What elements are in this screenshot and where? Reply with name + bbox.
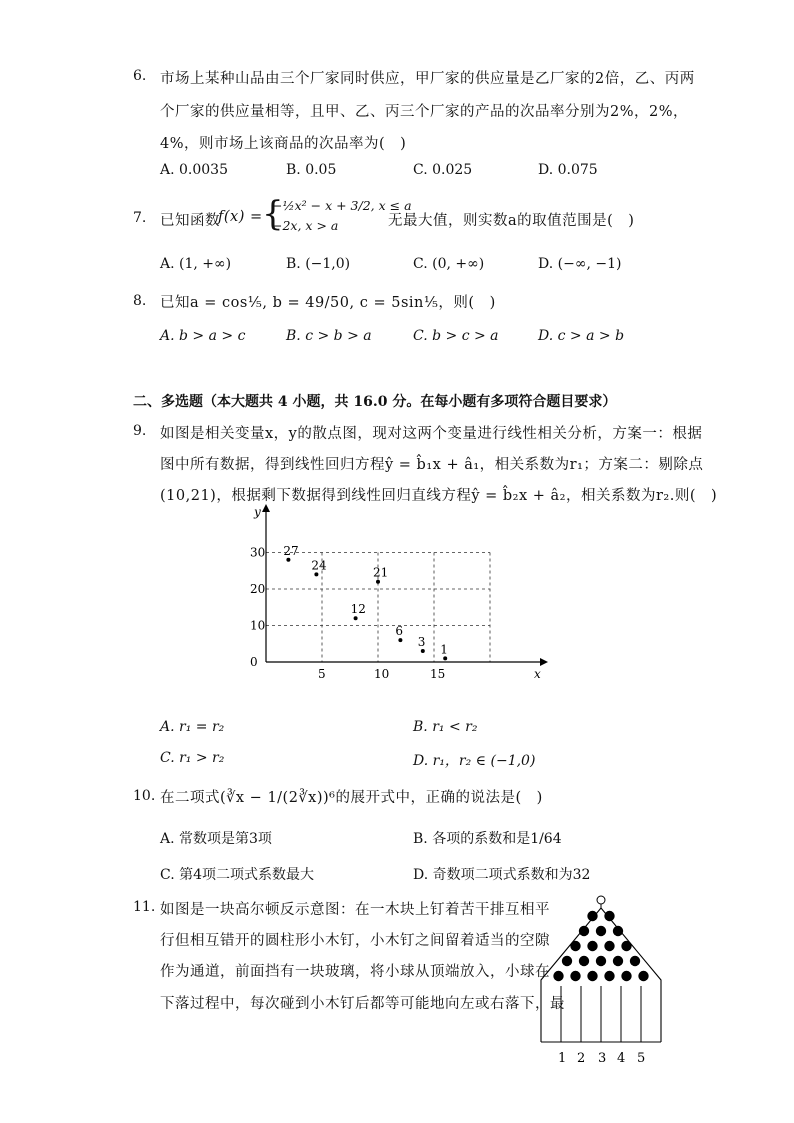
scatter-point	[398, 638, 402, 642]
q7-option-d[interactable]: D. (−∞, −1)	[538, 256, 622, 272]
q6-option-a[interactable]: A. 0.0035	[160, 162, 228, 178]
q11-number: 11.	[133, 899, 156, 915]
point-label: 3	[417, 635, 426, 650]
q10-number: 10.	[133, 788, 156, 804]
y-tick-label: 0	[250, 655, 258, 669]
slot-label: 3	[598, 1051, 607, 1066]
q8-option-a[interactable]: A. b > a > c	[160, 328, 246, 344]
point-label: 27	[283, 543, 299, 558]
x-tick-label: 15	[430, 667, 446, 681]
q11-line-2: 行但相互错开的圆柱形小木钉，小木钉之间留着适当的空隙	[160, 933, 550, 949]
q6-line-1: 市场上某种山品由三个厂家同时供应，甲厂家的供应量是乙厂家的2倍，乙、丙两	[160, 71, 695, 87]
q11-line-3: 作为通道，前面挡有一块玻璃，将小球从顶端放入，小球在	[160, 964, 550, 980]
q7-suffix: 无最大值，则实数a的取值范围是( )	[388, 213, 635, 229]
q9-option-d[interactable]: D. r₁，r₂ ∈ (−1,0)	[413, 753, 536, 769]
scatter-point	[286, 558, 290, 562]
peg-icon	[621, 971, 631, 981]
scatter-plot	[240, 500, 560, 690]
q8-option-b[interactable]: B. c > b > a	[286, 328, 372, 344]
peg-icon	[587, 911, 597, 921]
q9-option-c[interactable]: C. r₁ > r₂	[160, 750, 225, 766]
q6-option-c[interactable]: C. 0.025	[413, 162, 473, 178]
point-label: 1	[440, 642, 448, 657]
q8-option-d[interactable]: D. c > a > b	[538, 328, 625, 344]
q9-line-2: 图中所有数据，得到线性回归方程ŷ = b̂₁x + â₁，相关系数为r₁；方案二：剔除点	[160, 457, 704, 473]
x-axis-label: x	[534, 667, 541, 681]
peg-icon	[570, 971, 580, 981]
scatter-point	[421, 649, 425, 653]
peg-icon	[596, 926, 606, 936]
slot-label: 4	[617, 1051, 626, 1066]
ball-entry-icon	[597, 896, 605, 904]
q7-option-a[interactable]: A. (1, +∞)	[160, 256, 232, 272]
scatter-point	[443, 656, 447, 660]
y-axis-label: y	[254, 505, 261, 519]
q6-number: 6.	[133, 68, 147, 84]
y-axis-arrow	[262, 504, 270, 512]
y-tick-label: 10	[250, 618, 266, 633]
point-label: 21	[373, 565, 389, 580]
q10-option-c[interactable]: C. 第4项二项式系数最大	[160, 867, 315, 883]
q9-line-1: 如图是相关变量x，y的散点图，现对这两个变量进行线性相关分析，方案一：根据	[160, 426, 703, 442]
y-tick-label: 30	[250, 545, 266, 560]
q7-brace: {	[262, 194, 284, 234]
q9-line-3: (10,21)，根据剩下数据得到线性回归直线方程ŷ = b̂₂x + â₂，相关系数为r₂.则( )	[160, 488, 718, 504]
slot-label: 1	[558, 1051, 567, 1066]
peg-rows	[553, 911, 648, 981]
peg-icon	[587, 941, 597, 951]
q7-number: 7.	[133, 210, 147, 226]
q10-option-b[interactable]: B. 各项的系数和是1/64	[413, 831, 562, 847]
q10-text: 在二项式(∛x − 1/(2∛x))⁶的展开式中，正确的说法是( )	[160, 790, 543, 806]
peg-icon	[613, 926, 623, 936]
peg-icon	[562, 956, 572, 966]
q9-option-b[interactable]: B. r₁ < r₂	[413, 719, 478, 735]
y-tick-label: 20	[250, 582, 266, 596]
x-tick-label: 10	[374, 667, 390, 681]
q6-option-b[interactable]: B. 0.05	[286, 162, 337, 178]
q7-function-name: f(x) =	[218, 209, 263, 225]
x-axis-arrow	[540, 658, 548, 666]
q10-option-a[interactable]: A. 常数项是第3项	[160, 831, 272, 847]
peg-icon	[553, 971, 563, 981]
point-label: 12	[350, 602, 366, 617]
peg-icon	[570, 941, 580, 951]
q8-option-c[interactable]: C. b > c > a	[413, 328, 499, 344]
q9-number: 9.	[133, 423, 147, 439]
peg-icon	[596, 956, 606, 966]
slot-dividers	[561, 986, 641, 1042]
scatter-point	[354, 616, 358, 620]
point-label: 6	[395, 624, 404, 639]
scatter-point	[376, 580, 380, 584]
point-label: 24	[311, 558, 327, 573]
peg-icon	[638, 971, 648, 981]
slot-labels	[558, 1051, 645, 1066]
slot-label: 2	[577, 1051, 586, 1066]
peg-icon	[587, 971, 597, 981]
peg-icon	[579, 926, 589, 936]
q7-case-1: −½x² − x + 3/2, x ≤ a	[272, 198, 412, 213]
q7-prefix: 已知函数	[160, 213, 220, 229]
slot-label: 5	[637, 1051, 646, 1066]
peg-icon	[604, 971, 614, 981]
peg-icon	[621, 941, 631, 951]
q8-number: 8.	[133, 293, 147, 309]
peg-icon	[630, 956, 640, 966]
q6-option-d[interactable]: D. 0.075	[538, 162, 598, 178]
section-2-heading: 二、多选题（本大题共 4 小题，共 16.0 分。在每小题有多项符合题目要求）	[133, 394, 617, 410]
q8-text: 已知a = cos⅕, b = 49/50, c = 5sin⅕，则( )	[160, 295, 496, 311]
peg-icon	[604, 941, 614, 951]
q6-line-2: 个厂家的供应量相等，且甲、乙、丙三个厂家的产品的次品率分别为2%，2%，	[160, 104, 689, 120]
q6-line-3: 4%，则市场上该商品的次品率为( )	[160, 136, 407, 152]
peg-icon	[613, 956, 623, 966]
q11-line-1: 如图是一块高尔顿反示意图：在一木块上钉着苦干排互相平	[160, 902, 550, 918]
q7-case-2: −2x, x > a	[272, 218, 339, 233]
galton-board-diagram	[535, 890, 665, 1070]
q7-option-c[interactable]: C. (0, +∞)	[413, 256, 485, 272]
q7-option-b[interactable]: B. (−1,0)	[286, 256, 351, 272]
peg-icon	[604, 911, 614, 921]
x-tick-label: 5	[318, 667, 326, 681]
q10-option-d[interactable]: D. 奇数项二项式系数和为32	[413, 867, 591, 883]
scatter-point	[314, 572, 318, 576]
q9-option-a[interactable]: A. r₁ = r₂	[160, 719, 225, 735]
q11-line-4: 下落过程中，每次碰到小木钉后都等可能地向左或右落下，最	[160, 996, 565, 1012]
peg-icon	[579, 956, 589, 966]
